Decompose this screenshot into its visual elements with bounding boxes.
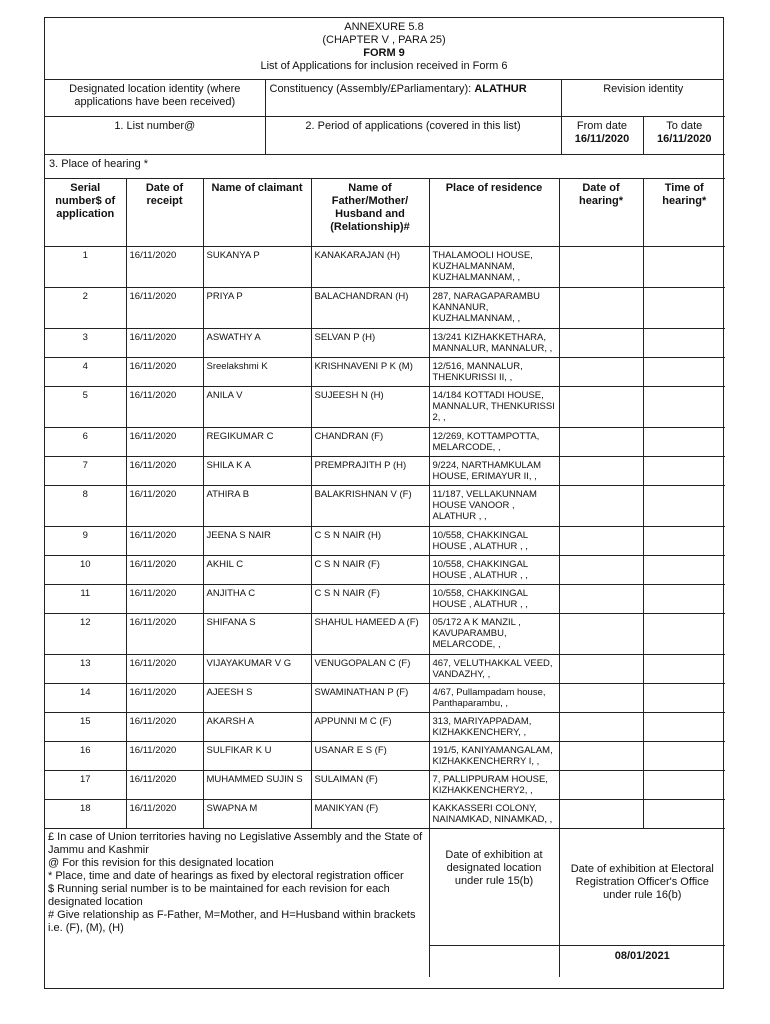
- serial-number-cell: 6: [45, 428, 126, 457]
- hearing-time-cell: [643, 713, 725, 742]
- col-date-of-receipt: Date of receipt: [126, 179, 203, 247]
- exhibition-designated-label: Date of exhibition at designated location under rule 15(b): [429, 829, 559, 945]
- residence-cell: 7, PALLIPPURAM HOUSE, KIZHAKKENCHERY2, ,: [429, 771, 559, 800]
- exhibition-date: 08/01/2021: [559, 945, 725, 977]
- designated-location-label: Designated location identity (where applications have been received): [45, 80, 265, 116]
- hearing-time-cell: [643, 247, 725, 288]
- col-time-of-hearing: Time of hearing*: [643, 179, 725, 247]
- table-row: [45, 486, 725, 527]
- hearing-time-cell: [643, 655, 725, 684]
- serial-number-cell: 14: [45, 684, 126, 713]
- serial-number-cell: 11: [45, 585, 126, 614]
- hearing-time-cell: [643, 387, 725, 428]
- relation-cell: BALACHANDRAN (H): [311, 288, 429, 329]
- hearing-time-cell: [643, 329, 725, 358]
- relation-cell: USANAR E S (F): [311, 742, 429, 771]
- hearing-time-cell: [643, 771, 725, 800]
- list-number-label: 1. List number@: [45, 116, 265, 154]
- relation-cell: SHAHUL HAMEED A (F): [311, 614, 429, 655]
- applications-body: [45, 247, 725, 829]
- relation-cell: MANIKYAN (F): [311, 800, 429, 829]
- hearing-time-cell: [643, 556, 725, 585]
- hearing-date-cell: [559, 585, 643, 614]
- footnotes: [45, 829, 429, 977]
- footnote-revision: @ For this revision for this designated location: [48, 857, 274, 869]
- serial-number-cell: 17: [45, 771, 126, 800]
- table-row: [45, 713, 725, 742]
- date-of-receipt-cell: 16/11/2020: [126, 428, 203, 457]
- hearing-date-cell: [559, 288, 643, 329]
- residence-cell: 11/187, VELLAKUNNAM HOUSE VANOOR , ALATHUR , ,: [429, 486, 559, 527]
- serial-number-cell: 5: [45, 387, 126, 428]
- table-row: [45, 585, 725, 614]
- to-date-label: To date: [666, 119, 703, 132]
- col-date-of-hearing: Date of hearing*: [559, 179, 643, 247]
- serial-number-cell: 7: [45, 457, 126, 486]
- table-row: [45, 428, 725, 457]
- footnote-hearing: * Place, time and date of hearings as fixed by electoral registration officer: [48, 870, 404, 882]
- serial-number-cell: 2: [45, 288, 126, 329]
- place-of-hearing-label: 3. Place of hearing *: [45, 154, 725, 178]
- hearing-time-cell: [643, 684, 725, 713]
- table-row: [45, 527, 725, 556]
- col-serial-number: Serial number$ of application: [45, 179, 126, 247]
- date-of-receipt-cell: 16/11/2020: [126, 387, 203, 428]
- relation-cell: KANAKARAJAN (H): [311, 247, 429, 288]
- constituency-cell: [265, 80, 561, 116]
- constituency-label: Constituency (Assembly/£Parliamentary):: [269, 83, 472, 95]
- date-of-receipt-cell: 16/11/2020: [126, 684, 203, 713]
- from-date-cell: [561, 116, 643, 154]
- claimant-name-cell: AJEESH S: [203, 684, 311, 713]
- date-of-receipt-cell: 16/11/2020: [126, 742, 203, 771]
- table-row: [45, 329, 725, 358]
- exhibition-designated-date: [429, 945, 559, 977]
- hearing-date-cell: [559, 655, 643, 684]
- claimant-name-cell: SHILA K A: [203, 457, 311, 486]
- hearing-date-cell: [559, 713, 643, 742]
- hearing-date-cell: [559, 771, 643, 800]
- claimant-name-cell: Sreelakshmi K: [203, 358, 311, 387]
- serial-number-cell: 8: [45, 486, 126, 527]
- col-place-of-residence: Place of residence: [429, 179, 559, 247]
- date-of-receipt-cell: 16/11/2020: [126, 329, 203, 358]
- relation-cell: C S N NAIR (F): [311, 556, 429, 585]
- date-of-receipt-cell: 16/11/2020: [126, 800, 203, 829]
- claimant-name-cell: REGIKUMAR C: [203, 428, 311, 457]
- form-header: [45, 18, 723, 80]
- claimant-name-cell: ANILA V: [203, 387, 311, 428]
- chapter-line: (CHAPTER V , PARA 25): [322, 34, 446, 46]
- hearing-time-cell: [643, 527, 725, 556]
- table-row: [45, 614, 725, 655]
- date-of-receipt-cell: 16/11/2020: [126, 288, 203, 329]
- date-of-receipt-cell: 16/11/2020: [126, 457, 203, 486]
- meta-table: [45, 80, 725, 179]
- exhibition-ero-label: Date of exhibition at Electoral Registration Officer's Office under rule 16(b): [559, 829, 725, 945]
- claimant-name-cell: MUHAMMED SUJIN S: [203, 771, 311, 800]
- serial-number-cell: 4: [45, 358, 126, 387]
- table-row: [45, 655, 725, 684]
- residence-cell: 12/269, KOTTAMPOTTA, MELARCODE, ,: [429, 428, 559, 457]
- table-row: [45, 742, 725, 771]
- claimant-name-cell: VIJAYAKUMAR V G: [203, 655, 311, 684]
- table-row: [45, 288, 725, 329]
- serial-number-cell: 15: [45, 713, 126, 742]
- hearing-date-cell: [559, 457, 643, 486]
- residence-cell: 9/224, NARTHAMKULAM HOUSE, ERIMAYUR II, ,: [429, 457, 559, 486]
- table-row: [45, 800, 725, 829]
- list-title: List of Applications for inclusion received in Form 6: [260, 60, 508, 72]
- table-row: [45, 457, 725, 486]
- hearing-time-cell: [643, 585, 725, 614]
- table-header-row: [45, 179, 725, 247]
- hearing-date-cell: [559, 800, 643, 829]
- to-date-value: 16/11/2020: [657, 132, 712, 145]
- serial-number-cell: 1: [45, 247, 126, 288]
- date-of-receipt-cell: 16/11/2020: [126, 713, 203, 742]
- date-of-receipt-cell: 16/11/2020: [126, 247, 203, 288]
- col-name-of-claimant: Name of claimant: [203, 179, 311, 247]
- claimant-name-cell: PRIYA P: [203, 288, 311, 329]
- footnote-serial: $ Running serial number is to be maintained for each revision for each designated location: [48, 883, 390, 908]
- residence-cell: 05/172 A K MANZIL , KAVUPARAMBU, MELARCODE, ,: [429, 614, 559, 655]
- residence-cell: 10/558, CHAKKINGAL HOUSE , ALATHUR , ,: [429, 585, 559, 614]
- claimant-name-cell: ATHIRA B: [203, 486, 311, 527]
- hearing-date-cell: [559, 556, 643, 585]
- residence-cell: 10/558, CHAKKINGAL HOUSE , ALATHUR , ,: [429, 527, 559, 556]
- claimant-name-cell: AKARSH A: [203, 713, 311, 742]
- claimant-name-cell: AKHIL C: [203, 556, 311, 585]
- claimant-name-cell: ANJITHA C: [203, 585, 311, 614]
- hearing-date-cell: [559, 614, 643, 655]
- relation-cell: SELVAN P (H): [311, 329, 429, 358]
- relation-cell: VENUGOPALAN C (F): [311, 655, 429, 684]
- serial-number-cell: 3: [45, 329, 126, 358]
- table-row: [45, 358, 725, 387]
- residence-cell: 14/184 KOTTADI HOUSE, MANNALUR, THENKURISSI 2, ,: [429, 387, 559, 428]
- table-row: [45, 247, 725, 288]
- revision-identity-label: Revision identity: [561, 80, 725, 116]
- date-of-receipt-cell: 16/11/2020: [126, 655, 203, 684]
- hearing-time-cell: [643, 486, 725, 527]
- hearing-date-cell: [559, 247, 643, 288]
- table-row: [45, 556, 725, 585]
- hearing-date-cell: [559, 527, 643, 556]
- residence-cell: 12/516, MANNALUR, THENKURISSI II, ,: [429, 358, 559, 387]
- relation-cell: SULAIMAN (F): [311, 771, 429, 800]
- hearing-time-cell: [643, 800, 725, 829]
- serial-number-cell: 9: [45, 527, 126, 556]
- relation-cell: CHANDRAN (F): [311, 428, 429, 457]
- residence-cell: 287, NARAGAPARAMBU KANNANUR, KUZHALMANNAM, ,: [429, 288, 559, 329]
- claimant-name-cell: SWAPNA M: [203, 800, 311, 829]
- footnote-relationship: # Give relationship as F-Father, M=Mother, and H=Husband within brackets i.e. (F), (M), (H): [48, 909, 416, 934]
- date-of-receipt-cell: 16/11/2020: [126, 556, 203, 585]
- table-row: [45, 684, 725, 713]
- claimant-name-cell: SUKANYA P: [203, 247, 311, 288]
- serial-number-cell: 10: [45, 556, 126, 585]
- date-of-receipt-cell: 16/11/2020: [126, 486, 203, 527]
- serial-number-cell: 12: [45, 614, 126, 655]
- relation-cell: SWAMINATHAN P (F): [311, 684, 429, 713]
- residence-cell: 10/558, CHAKKINGAL HOUSE , ALATHUR , ,: [429, 556, 559, 585]
- from-date-value: 16/11/2020: [574, 132, 630, 145]
- hearing-date-cell: [559, 486, 643, 527]
- residence-cell: THALAMOOLI HOUSE, KUZHALMANNAM, KUZHALMANNAM, ,: [429, 247, 559, 288]
- claimant-name-cell: SULFIKAR K U: [203, 742, 311, 771]
- relation-cell: PREMPRAJITH P (H): [311, 457, 429, 486]
- serial-number-cell: 18: [45, 800, 126, 829]
- footer-table: [45, 829, 725, 977]
- serial-number-cell: 13: [45, 655, 126, 684]
- col-relation: Name of Father/Mother/ Husband and (Relationship)#: [311, 179, 429, 247]
- relation-cell: APPUNNI M C (F): [311, 713, 429, 742]
- date-of-receipt-cell: 16/11/2020: [126, 527, 203, 556]
- claimant-name-cell: ASWATHY A: [203, 329, 311, 358]
- applications-table: [45, 179, 725, 830]
- date-of-receipt-cell: 16/11/2020: [126, 771, 203, 800]
- hearing-time-cell: [643, 742, 725, 771]
- table-row: [45, 771, 725, 800]
- from-date-label: From date: [576, 119, 628, 132]
- residence-cell: 191/5, KANIYAMANGALAM, KIZHAKKENCHERRY I, ,: [429, 742, 559, 771]
- hearing-date-cell: [559, 742, 643, 771]
- residence-cell: 313, MARIYAPPADAM, KIZHAKKENCHERY, ,: [429, 713, 559, 742]
- relation-cell: BALAKRISHNAN V (F): [311, 486, 429, 527]
- date-of-receipt-cell: 16/11/2020: [126, 614, 203, 655]
- hearing-date-cell: [559, 358, 643, 387]
- hearing-date-cell: [559, 387, 643, 428]
- hearing-time-cell: [643, 288, 725, 329]
- residence-cell: 467, VELUTHAKKAL VEED, VANDAZHY, ,: [429, 655, 559, 684]
- serial-number-cell: 16: [45, 742, 126, 771]
- annexure-line: ANNEXURE 5.8: [344, 21, 424, 33]
- hearing-time-cell: [643, 428, 725, 457]
- residence-cell: 13/241 KIZHAKKETHARA, MANNALUR, MANNALUR, ,: [429, 329, 559, 358]
- hearing-date-cell: [559, 428, 643, 457]
- hearing-date-cell: [559, 684, 643, 713]
- hearing-time-cell: [643, 614, 725, 655]
- form-9-document: [44, 17, 724, 989]
- form-title: FORM 9: [363, 47, 405, 59]
- residence-cell: KAKKASSERI COLONY, NAINAMKAD, NINAMKAD, ,: [429, 800, 559, 829]
- claimant-name-cell: JEENA S NAIR: [203, 527, 311, 556]
- relation-cell: KRISHNAVENI P K (M): [311, 358, 429, 387]
- hearing-time-cell: [643, 358, 725, 387]
- to-date-cell: [643, 116, 725, 154]
- hearing-date-cell: [559, 329, 643, 358]
- constituency-value: ALATHUR: [474, 83, 527, 95]
- footnote-union-territories: £ In case of Union territories having no Legislative Assembly and the State of Jammu and Kashmir: [48, 831, 423, 856]
- period-label: 2. Period of applications (covered in this list): [265, 116, 561, 154]
- claimant-name-cell: SHIFANA S: [203, 614, 311, 655]
- date-of-receipt-cell: 16/11/2020: [126, 358, 203, 387]
- relation-cell: C S N NAIR (F): [311, 585, 429, 614]
- table-row: [45, 387, 725, 428]
- relation-cell: SUJEESH N (H): [311, 387, 429, 428]
- date-of-receipt-cell: 16/11/2020: [126, 585, 203, 614]
- residence-cell: 4/67, Pullampadam house, Panthaparambu, ,: [429, 684, 559, 713]
- hearing-time-cell: [643, 457, 725, 486]
- relation-cell: C S N NAIR (H): [311, 527, 429, 556]
